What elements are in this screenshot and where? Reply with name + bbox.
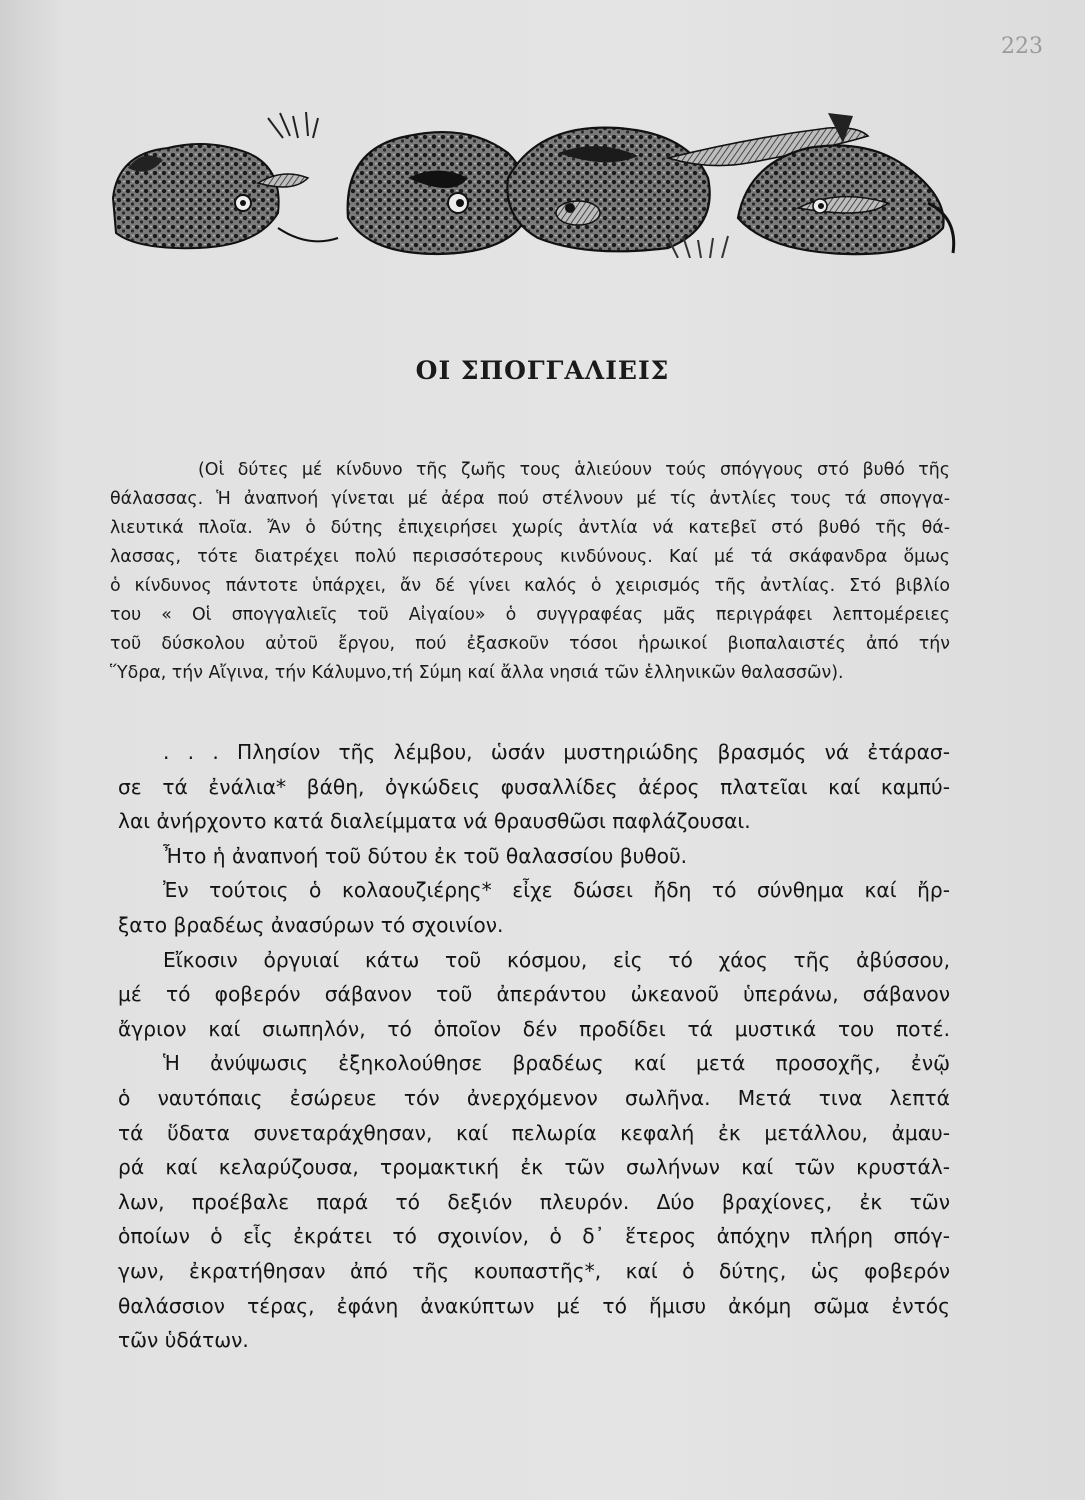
body-line: θαλάσσιον τέρας, ἐφάνη ἀνακύπτων μέ τό ἥμισυ ἀκόμη σῶμα ἐντός	[118, 1293, 950, 1318]
body-line: λων, προέβαλε παρά τό δεξιόν πλευρόν. Δύο βραχίονες, ἐκ τῶν	[118, 1189, 950, 1214]
body-line: ἄγριον καί σιωπηλόν, τό ὁποῖον δέν προδίδει τά μυστικά του ποτέ.	[118, 1016, 950, 1041]
body-line: ὁποίων ὁ εἷς ἐκράτει τό σχοινίον, ὁ δ᾽ ἕτερος ἀπόχην πλήρη σπόγ-	[118, 1224, 950, 1249]
intro-line: ὁ κίνδυνος πάντοτε ὑπάρχει, ἄν δέ γίνει καλός ὁ χειρισμός τῆς ἀντλίας. Στό βιβλίο	[110, 576, 950, 596]
intro-line: θάλασσας. Ἡ ἀναπνοή γίνεται μέ ἀέρα πού στέλνουν μέ τίς ἀντλίες τους τά σπογγα-	[110, 489, 950, 509]
sea-creatures-engraving-icon	[108, 108, 968, 258]
intro-line: τοῦ δύσκολου αὐτοῦ ἔργου, πού ἐξασκοῦν τόσοι ἡρωικοί βιοπαλαιστές ἀπό τήν	[110, 634, 950, 654]
body-line: λαι ἀνήρχοντο κατά διαλείμματα νά θραυσθῶσι παφλάζουσαι.	[118, 809, 751, 834]
body-line: Ἦτο ἡ ἀναπνοή τοῦ δύτου ἐκ τοῦ θαλασσίου βυθοῦ.	[163, 843, 688, 868]
intro-line: λιευτικά πλοῖα. Ἄν ὁ δύτης ἐπιχειρήσει χωρίς ἀντλία νά κατεβεῖ στό βυθό τῆς θά-	[110, 518, 950, 538]
intro-line: λασσας, τότε διατρέχει πολύ περισσότερους κινδύνους. Καί μέ τά σκάφανδρα ὅμως	[110, 547, 950, 567]
intro-line: Ὕδρα, τήν Αἴγινα, τήν Κάλυμνο,τή Σύμη καί ἄλλα νησιά τῶν ἑλληνικῶν θαλασσῶν).	[110, 663, 844, 683]
body-line: ρά καί κελαρύζουσα, τρομακτική ἐκ τῶν σωλήνων καί τῶν κρυστάλ-	[118, 1155, 950, 1180]
page-title: ΟΙ ΣΠΟΓΓΑΛΙΕΙΣ	[415, 356, 670, 385]
body-line: Ἡ ἀνύψωσις ἐξηκολούθησε βραδέως καί μετά προσοχῆς, ἐνῷ	[163, 1051, 950, 1076]
page-number: 223	[1001, 34, 1043, 59]
body-line: Ἐν τούτοις ὁ κολαουζιέρης* εἶχε δώσει ἤδη τό σύνθημα καί ἤρ-	[163, 878, 950, 903]
body-line: μέ τό φοβερόν σάβανον τοῦ ἀπεράντου ὠκεανοῦ ὑπεράνω, σάβανον	[118, 982, 950, 1007]
body-line: τά ὕδατα συνεταράχθησαν, καί πελωρία κεφαλή ἐκ μετάλλου, ἀμαυ-	[118, 1120, 950, 1145]
body-text	[118, 735, 950, 1358]
intro-line: του « Οἱ σπογγαλιεῖς τοῦ Αἰγαίου» ὁ συγγραφέας μᾶς περιγράφει λεπτομέρειες	[110, 605, 950, 625]
intro-line: (Οἱ δύτες μέ κίνδυνο τῆς ζωῆς τους ἁλιεύουν τούς σπόγγους στό βυθό τῆς	[198, 460, 950, 480]
intro-paragraph	[110, 456, 950, 688]
body-line: ὁ ναυτόπαις ἐσώρευε τόν ἀνερχόμενον σωλῆνα. Μετά τινα λεπτά	[118, 1085, 950, 1110]
body-line: σε τά ἐνάλια* βάθη, ὀγκώδεις φυσαλλίδες ἀέρος πλατεῖαι καί καμπύ-	[118, 774, 950, 799]
body-line: τῶν ὑδάτων.	[118, 1328, 249, 1353]
body-line: Εἴκοσιν ὀργυιαί κάτω τοῦ κόσμου, εἰς τό χάος τῆς ἀβύσσου,	[163, 947, 950, 972]
body-line: γων, ἐκρατήθησαν ἀπό τῆς κουπαστῆς*, καί ὁ δύτης, ὡς φοβερόν	[118, 1258, 950, 1283]
body-line: ξατο βραδέως ἀνασύρων τό σχοινίον.	[118, 912, 504, 937]
body-line: . . . Πλησίον τῆς λέμβου, ὡσάν μυστηριώδης βρασμός νά ἐτάρασ-	[163, 740, 950, 764]
